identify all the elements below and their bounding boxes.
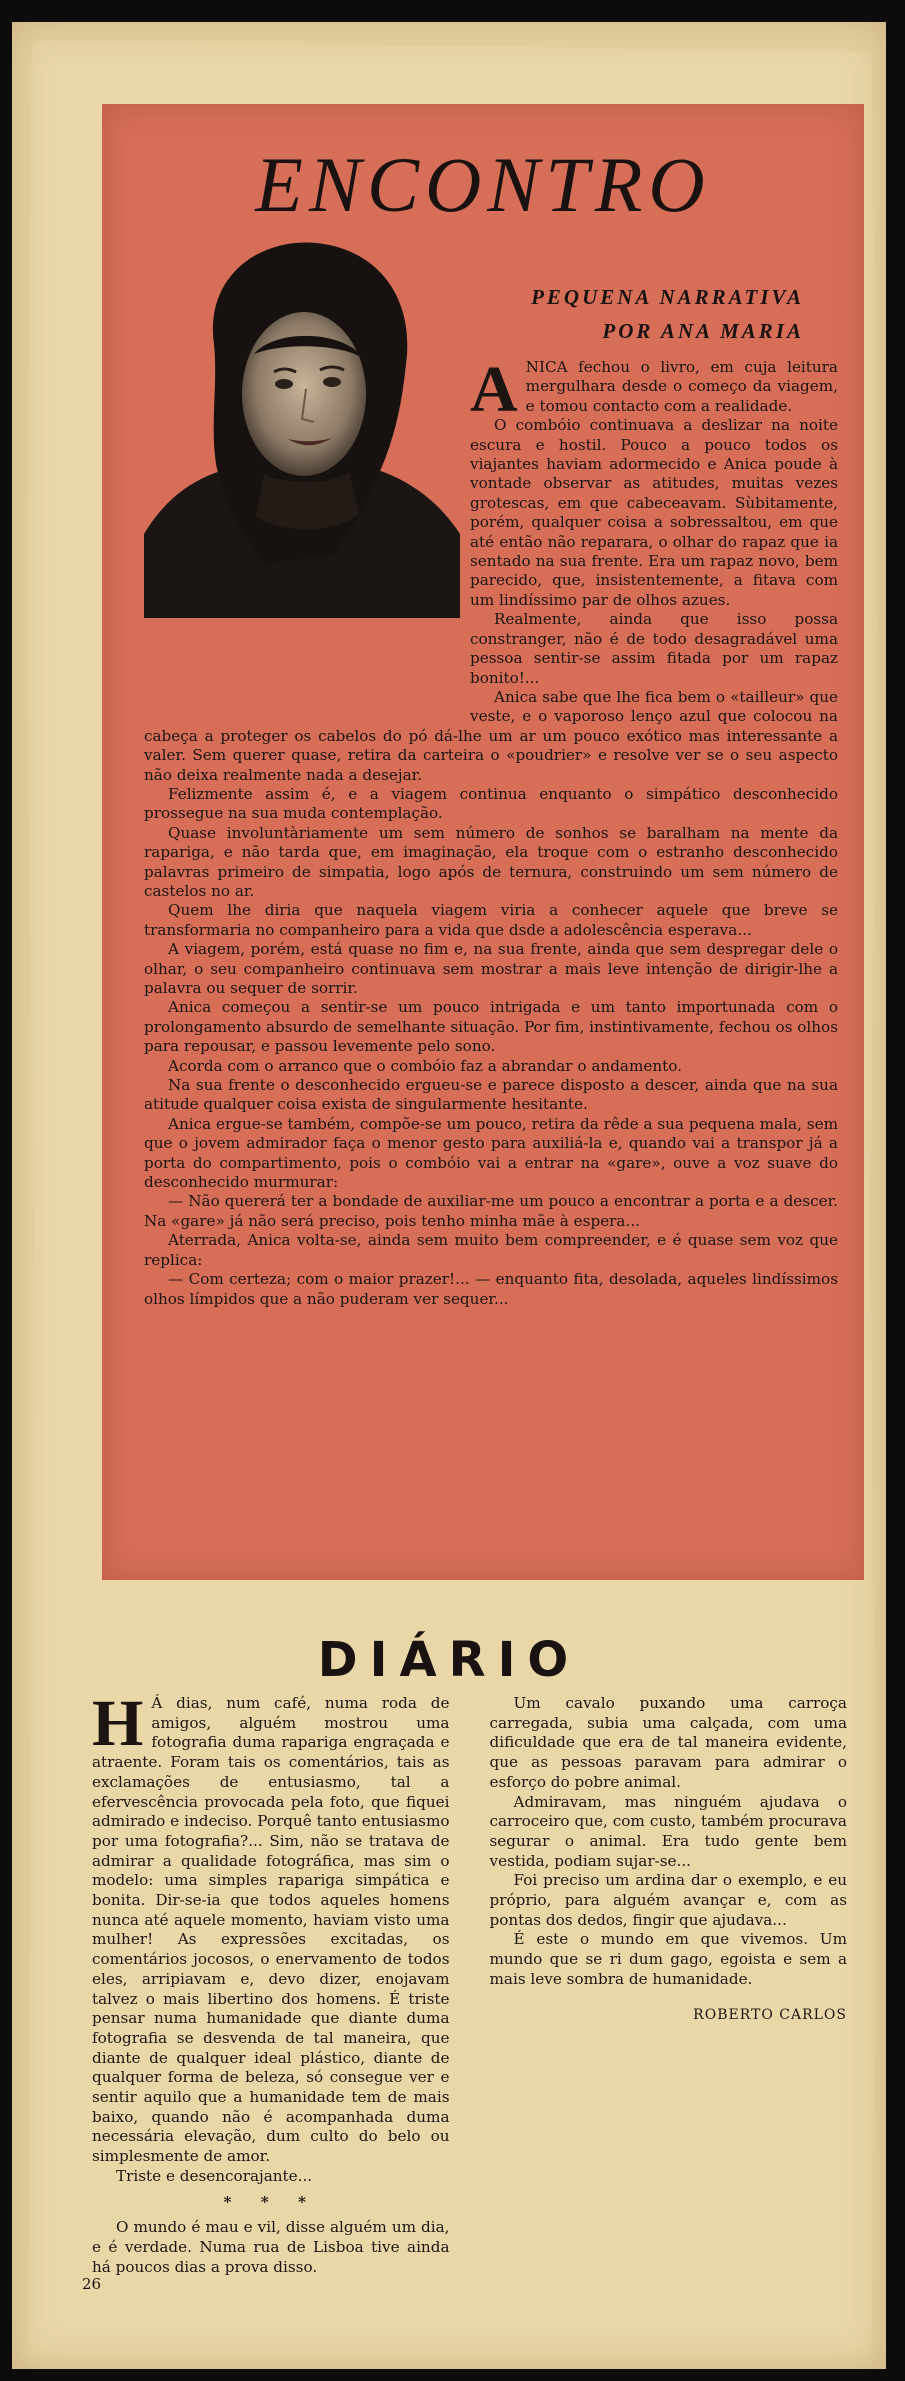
diario-body: [92, 1687, 847, 2314]
story-paragraph: Quem lhe diria que naquela viagem viria a conhecer aquele que breve se transformaria no companheiro para a vida que dsde a adolescência esperava...: [144, 901, 838, 939]
story-byline: [531, 280, 804, 348]
photo-spacer: [144, 358, 470, 722]
story-paragraph: Anica começou a sentir-se um pouco intrigada e um tanto importunada com o prolongamento absurdo de semelhante situação. Por fim, instintivamente, fechou os olhos para repousar, e passou levemente pelo sono.: [144, 998, 838, 1056]
story-paragraph: — Com certeza; com o maior prazer!... — enquanto fita, desolada, aqueles lindíssimos olhos límpidos que a não puderam ver sequer...: [144, 1270, 838, 1308]
story-paragraph: Anica ergue-se também, compõe-se um pouco, retira da rêde a sua pequena mala, sem que o jovem admirador faça o menor gesto para auxiliá-la e, quando vai a transpor já a porta do compartimento, pois o combóio vai a entrar na «gare», ouve a voz suave do desconhecido murmurar:: [144, 1114, 838, 1192]
page-number: 26: [82, 2275, 102, 2293]
section-separator: * * *: [223, 2192, 318, 2211]
diario-paragraph: Triste e desencorajante...: [116, 2166, 313, 2185]
diario-paragraph: H Á dias, num café, numa roda de amigos, alguém mostrou uma fotografia duma rapariga engraçada e atraente. Foram tais os comentários, tais as exclamações de entusiasmo, tal a efervescência provocada pela foto, que fiquei admirado e indeciso. Porquê tanto entusiasmo por uma fotografia?... Sim, não se tratava de admirar a qualidade fotográfica, mas sim o modelo: uma simples rapariga simpática e bonita. Dir-se-ia que todos aqueles homens nunca até aquele momento, haviam visto uma mulher! As expressões excitadas, os comentários jocosos, o enervamento de todos eles, arripiavam e, devo dizer, enojavam talvez o mais libertino dos homens. É triste pensar numa humanidade que diante duma fotografia se desvenda de tal maneira, que diante de qualquer ideal plástico, diante de qualquer forma de beleza, só consegue ver e sentir aquilo que a humanidade tem de mais baixo, quando não é acompanhada duma necessária elevação, dum culto do belo ou simplesmente de amor.: [92, 1687, 450, 2166]
story-paragraph: Anica sabe que lhe fica bem o «tailleur» que veste, e o vaporoso lenço azul que colocou na cabeça a proteger os cabelos do pó dá-lhe um ar um pouco exótico mas interessante a valer. Sem querer quase, retira da carteira o «poudrier» e resolve ver se o seu aspecto não deixa realmente nada a desejar.: [144, 687, 838, 784]
story-paragraph: O combóio continuava a deslizar na noite escura e hostil. Pouco a pouco todos os viajantes haviam adormecido e Anica poude à vontade observar as atitudes, muitas vezes grotescas, em que cabeceavam. Sùbitamente, porém, qualquer coisa a sobressaltou, em que até então não reparara, o olhar do rapaz que ia sentado na sua frente. Era um rapaz novo, bem parecido, que, insistentemente, a fitava com um lindíssimo par de olhos azues.: [470, 416, 838, 609]
story-paragraph: Na sua frente o desconhecido ergueu-se e parece disposto a descer, ainda que na sua atitude qualquer coisa exista de singularmente hesitante.: [144, 1076, 838, 1114]
diario-paragraph: Foi preciso um ardina dar o exemplo, e eu próprio, para alguém avançar e, com as pontas dos dedos, fingir que ajudava...: [489, 1871, 847, 1929]
author-signature: ROBERTO CARLOS: [693, 2006, 847, 2023]
subtitle-line-2: POR ANA MARIA: [602, 319, 804, 343]
encontro-panel: [102, 104, 864, 1580]
story-title: ENCONTRO: [255, 141, 711, 228]
dropcap-letter: H: [92, 1687, 144, 1760]
story-paragraph: A viagem, porém, está quase no fim e, na sua frente, ainda que sem despregar dele o olhar, o seu companheiro continuava sem mostrar a mais leve intenção de dirigir-lhe a palavra ou sequer de sorrir.: [144, 940, 838, 997]
diario-title: DIÁRIO: [317, 1632, 581, 1688]
story-paragraph: Aterrada, Anica volta-se, ainda sem muito bem compreender, e é quase sem voz que replica:: [144, 1231, 838, 1269]
subtitle-line-1: PEQUENA NARRATIVA: [531, 285, 804, 309]
dropcap-letter: A: [470, 353, 518, 426]
magazine-page: [12, 22, 886, 2369]
diario-paragraph: Admiravam, mas ninguém ajudava o carroceiro que, com custo, também procurava segurar o animal. Era tudo gente bem vestida, podiam sujar-se...: [489, 1792, 847, 1870]
story-paragraph: ANICA fechou o livro, em cuja leitura mergulhara desde o começo da viagem, e tomou contacto com a realidade.: [470, 353, 838, 426]
diario-paragraph: O mundo é mau e vil, disse alguém um dia, e é verdade. Numa rua de Lisboa tive ainda há poucos dias a prova disso.: [92, 2218, 450, 2276]
story-body: [144, 353, 838, 1309]
story-paragraph: Realmente, ainda que isso possa constranger, não é de todo desagradável uma pessoa sentir-se assim fitada por um rapaz bonito!...: [470, 610, 838, 687]
diario-paragraph: Um cavalo puxando uma carroça carregada, subia uma calçada, com uma dificuldade que era de tal maneira evidente, que as pessoas paravam para admirar o esforço do pobre animal.: [489, 1694, 847, 1791]
story-paragraph: — Não quererá ter a bondade de auxiliar-me um pouco a encontrar a porta e a descer. Na «gare» já não será preciso, pois tenho minha mãe à espera...: [144, 1192, 838, 1230]
story-paragraph: Quase involuntàriamente um sem número de sonhos se baralham na mente da rapariga, e não tarda que, em imaginação, ela troque com o estranho desconhecido palavras primeiro de simpatia, logo após de ternura, construindo um sem número de castelos no ar.: [144, 823, 838, 900]
diario-paragraph: É este o mundo em que vivemos. Um mundo que se ri dum gago, egoista e sem a mais leve sombra de humanidade.: [489, 1930, 847, 1988]
story-paragraph: Acorda com o arranco que o combóio faz a abrandar o andamento.: [168, 1056, 682, 1075]
story-paragraph: Felizmente assim é, e a viagem continua enquanto o simpático desconhecido prossegue na sua muda contemplação.: [144, 784, 838, 823]
